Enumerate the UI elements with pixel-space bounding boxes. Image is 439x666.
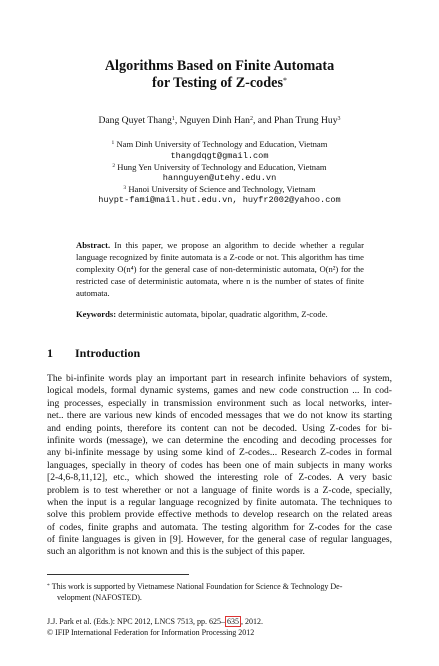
- author-sep: ,: [174, 115, 180, 126]
- footnote-line1: This work is supported by Vietnamese National Foundation for Science & Technology De-: [51, 582, 343, 591]
- body-line: ing processes, especially in transmission environment such as local networks, inter-: [47, 397, 392, 409]
- footnote: [47, 581, 392, 603]
- affil-sup: 3: [123, 185, 127, 191]
- title-line2-text: for Testing of Z-codes: [152, 75, 283, 91]
- footnote-marker: *: [47, 583, 50, 589]
- body-line: when the input is a regular language recognized by finite automata. The techniques to: [47, 496, 392, 508]
- section-title: Introduction: [75, 346, 141, 360]
- affiliation-2: [0, 162, 439, 173]
- affiliation-3: [0, 184, 439, 195]
- body-line: logical models, formal dynamic systems, games and new code construction ... In cod-: [47, 385, 392, 397]
- body-line: The bi-infinite words play an important part in research infinite behaviors of system,: [47, 373, 392, 384]
- body-line: infinite words (message), we can determine the encoding and decoding processes for: [47, 434, 392, 446]
- body-line: net.. there are various new kinds of encoded messages that we do not know its starting: [47, 410, 392, 422]
- introduction-body: [47, 373, 392, 559]
- affil-sup: 2: [112, 163, 116, 169]
- author-affil-sup: 1: [171, 116, 175, 122]
- keywords-text: deterministic automata, bipolar, quadratic algorithm, Z-code.: [118, 309, 328, 319]
- affiliation-1: [0, 139, 439, 150]
- citation-block: [47, 616, 407, 638]
- affiliation-1-email[interactable]: thangdqgt@gmail.com: [170, 151, 269, 161]
- abstract-label: Abstract.: [76, 240, 111, 250]
- keywords: [76, 308, 364, 320]
- citation-line: [47, 616, 407, 627]
- body-line: [2-4,6-8,11,12], etc., which showed the interesting role of Z-codes. A very basic: [47, 472, 392, 484]
- abstract: [76, 239, 364, 299]
- footnote-divider: [47, 574, 189, 575]
- title-footnote-marker[interactable]: *: [282, 76, 287, 85]
- body-line: and ending points, therefore its content can not be decoded. Using Z-codes for bi-: [47, 422, 392, 434]
- affiliation-2-email[interactable]: hannguyen@utehy.edu.vn: [162, 173, 277, 183]
- body-line: languages, specially in theory of codes has been one of main subjects in many works: [47, 459, 392, 471]
- affil-name: Hung Yen University of Technology and Education, Vietnam: [117, 162, 327, 172]
- citation-suffix: , 2012.: [241, 617, 263, 626]
- body-line: of finite languages is given in [9]. However, for the general case of regular languages,: [47, 534, 392, 546]
- author-name: Phan Trung Huy: [274, 115, 338, 126]
- keywords-label: Keywords:: [76, 309, 117, 319]
- author-name: Dang Quyet Thang: [98, 115, 172, 126]
- footnote-line2: velopment (NAFOSTED).: [57, 593, 142, 602]
- section-number: 1: [47, 346, 53, 360]
- author-affil-sup: 3: [337, 116, 341, 122]
- author-sep: , and: [252, 115, 275, 126]
- body-line: problem is to test wherether or not a language of finite words is a Z-code, specially,: [47, 484, 392, 496]
- affil-sup: 1: [111, 140, 115, 146]
- body-line: such an algorithm is not known and this is the subject of this paper.: [47, 546, 305, 558]
- body-line: any bi-infinite message by using some kind of Z-codes... Research Z-codes in formal: [47, 447, 392, 459]
- abstract-text: In this paper, we propose an algorithm to decide whether a regular language recognized by finite automata is a Z-code or not. This algorithm has time complexity O(n⁴) for the general case of non-deterministic automata, O(n²) for the restricted case of deterministic automata, where n is the number of states of finite automata.: [76, 240, 364, 298]
- author-affil-sup: 2: [249, 116, 253, 122]
- author-list: [0, 115, 439, 127]
- affiliation-3-email[interactable]: huypt-fami@mail.hut.edu.vn, huyfr2002@yahoo.com: [98, 195, 341, 205]
- copyright-line: © IFIP International Federation for Information Processing 2012: [47, 628, 255, 637]
- body-line: of codes, finite graphs and automata. The testing algorithm for Z-codes for the case: [47, 521, 392, 533]
- page-link[interactable]: 635: [227, 617, 239, 626]
- author-name: Nguyen Dinh Han: [179, 115, 250, 126]
- paper-title-line1: Algorithms Based on Finite Automata: [104, 58, 335, 74]
- section-heading: [47, 346, 140, 360]
- citation-prefix: J.J. Park et al. (Eds.): NPC 2012, LNCS 7513, pp. 625–: [47, 617, 225, 626]
- affil-name: Nam Dinh University of Technology and Education, Vietnam: [116, 139, 328, 149]
- affil-name: Hanoi University of Science and Technology, Vietnam: [128, 184, 316, 194]
- paper-title-line2: [0, 74, 439, 92]
- body-line: solve this problem provide effective methods to develop research on the related areas: [47, 509, 392, 521]
